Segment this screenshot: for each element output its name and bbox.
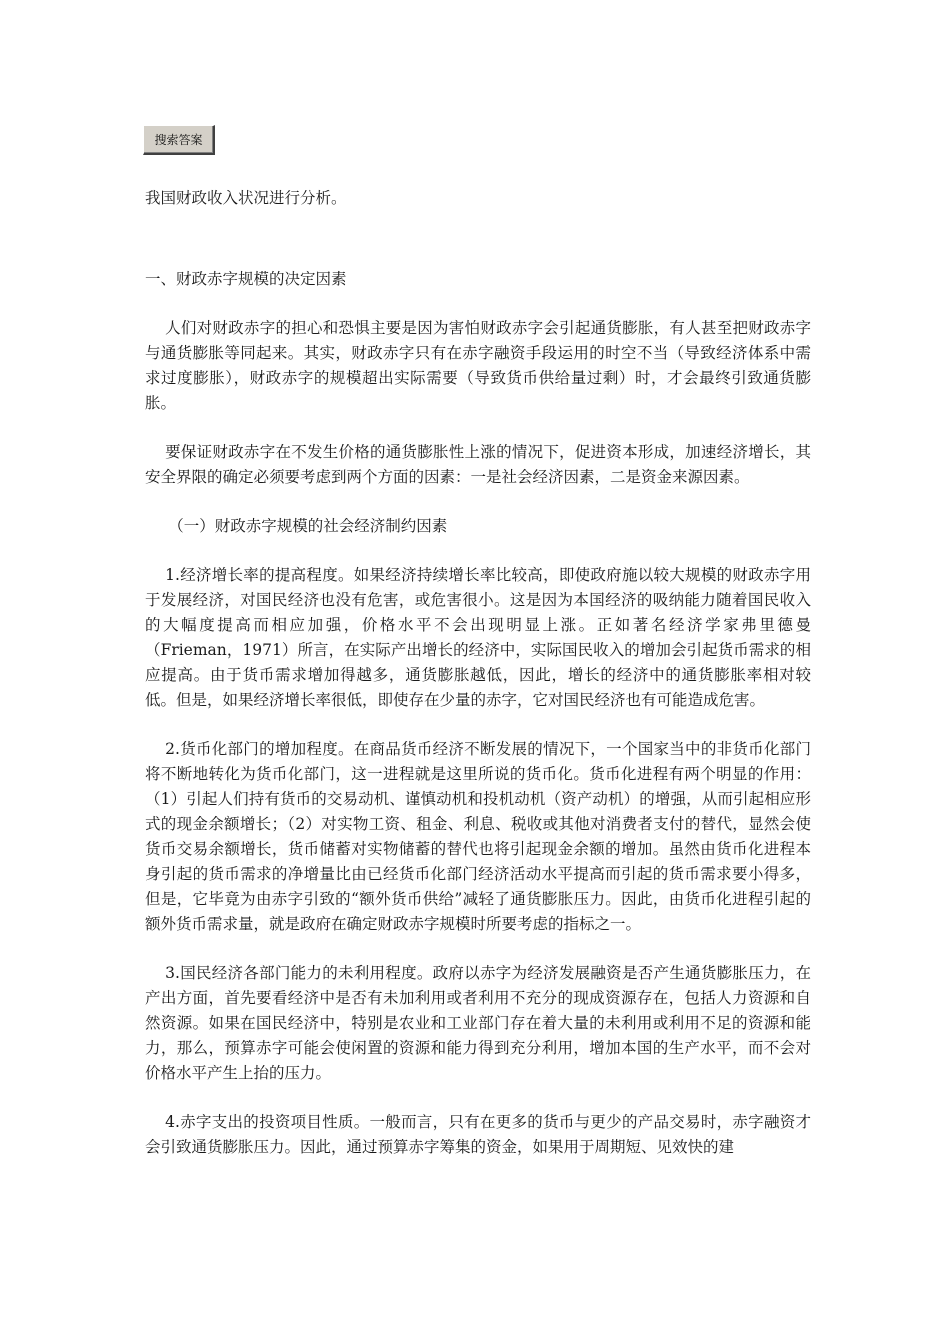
subsection-heading: （一）财政赤字规模的社会经济制约因素	[168, 517, 448, 535]
intro-text: 我国财政收入状况进行分析。	[145, 189, 347, 207]
paragraph-1: 人们对财政赤字的担心和恐惧主要是因为害怕财政赤字会引起通货膨胀，有人甚至把财政赤字与通货膨胀等同起来。其实，财政赤字只有在赤字融资手段运用的时空不当（导致经济体系中需求过度膨胀），财政赤字的规模超出实际需要（导致货币供给量过剩）时，才会最终引致通货膨胀。	[145, 319, 811, 412]
paragraph-6: 4.赤字支出的投资项目性质。一般而言，只有在更多的货币与更少的产品交易时，赤字融资才会引致通货膨胀压力。因此，通过预算赤字筹集的资金，如果用于周期短、见效快的建	[145, 1113, 811, 1156]
paragraph-5: 3.国民经济各部门能力的未利用程度。政府以赤字为经济发展融资是否产生通货膨胀压力，在产出方面，首先要看经济中是否有未加利用或者利用不充分的现成资源存在，包括人力资源和自然资源。如果在国民经济中，特别是农业和工业部门存在着大量的未利用或利用不足的资源和能力，那么，预算赤字可能会使闲置的资源和能力得到充分利用，增加本国的生产水平，而不会对价格水平产生上抬的压力。	[145, 964, 811, 1082]
paragraph-3: 1.经济增长率的提高程度。如果经济持续增长率比较高，即使政府施以较大规模的财政赤字用于发展经济，对国民经济也没有危害，或危害很小。这是因为本国经济的吸纳能力随着国民收入的大幅度提高而相应加强，价格水平不会出现明显上涨。正如著名经济学家弗里德曼（Frieman，1971）所言，在实际产出增长的经济中，实际国民收入的增加会引起货币需求的相应提高。由于货币需求增加得越多，通货膨胀越低，因此，增长的经济中的通货膨胀率相对较低。但是，如果经济增长率很低，即使存在少量的赤字，它对国民经济也有可能造成危害。	[145, 566, 811, 709]
paragraph-4: 2.货币化部门的增加程度。在商品货币经济不断发展的情况下，一个国家当中的非货币化部门将不断地转化为货币化部门，这一进程就是这里所说的货币化。货币化进程有两个明显的作用：（1）引起人们持有货币的交易动机、谨慎动机和投机动机（资产动机）的增强，从而引起相应形式的现金余额增长；（2）对实物工资、租金、利息、税收或其他对消费者支付的替代，显然会使货币交易余额增长，货币储蓄对实物储蓄的替代也将引起现金余额的增加。虽然由货币化进程本身引起的货币需求的净增量比由已经货币化部门经济活动水平提高而引起的货币需求要小得多，但是，它毕竟为由赤字引致的“额外货币供给”减轻了通货膨胀压力。因此，由货币化进程引起的额外货币需求量，就是政府在确定财政赤字规模时所要考虑的指标之一。	[145, 740, 811, 933]
paragraph-2: 要保证财政赤字在不发生价格的通货膨胀性上涨的情况下，促进资本形成，加速经济增长，其安全界限的确定必须要考虑到两个方面的因素：一是社会经济因素，二是资金来源因素。	[145, 443, 811, 486]
search-answer-button[interactable]: 搜索答案	[143, 125, 215, 155]
section-heading: 一、财政赤字规模的决定因素	[145, 270, 347, 288]
document-body	[145, 186, 811, 1184]
